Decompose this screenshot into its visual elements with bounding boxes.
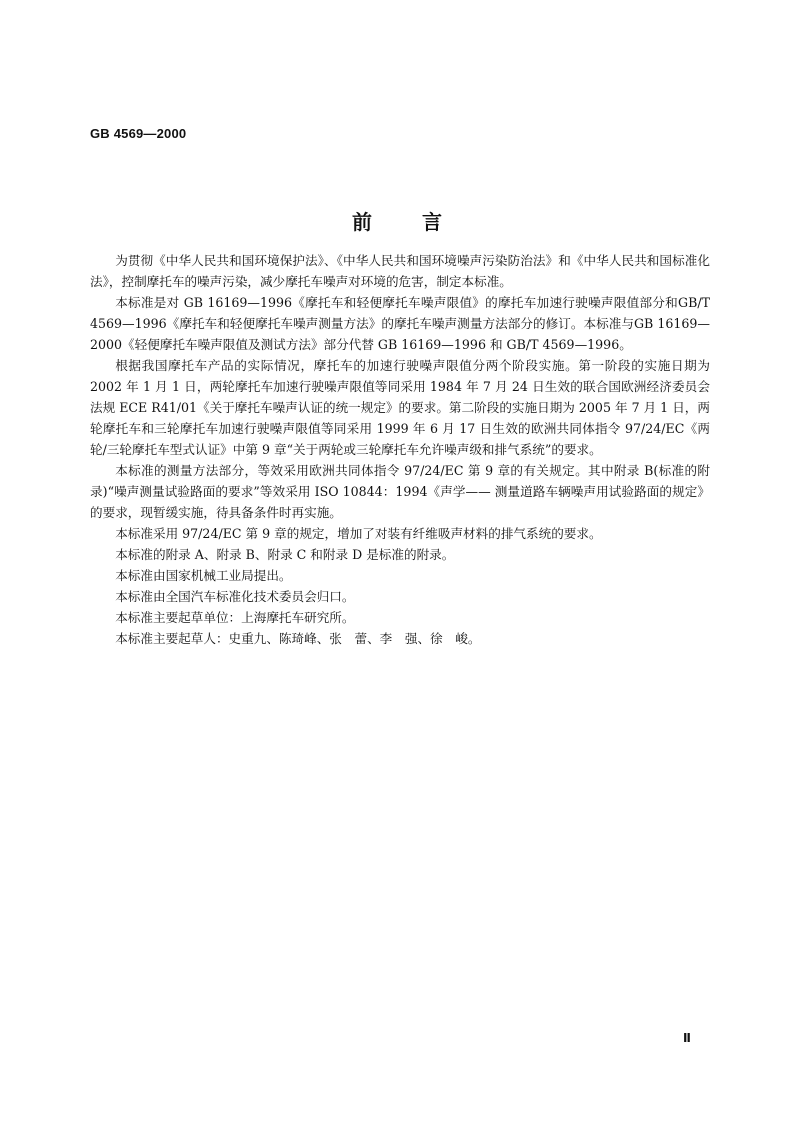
paragraph-purpose: 为贯彻《中华人民共和国环境保护法》、《中华人民共和国环境噪声污染防治法》和《中华人民共和国标准化法》，控制摩托车的噪声污染，减少摩托车噪声对环境的危害，制定本标准。 [90, 253, 710, 289]
paragraph-appendices: 本标准的附录 A、附录 B、附录 C 和附录 D 是标准的附录。 [115, 547, 455, 562]
title-char-2: 言 [422, 210, 442, 234]
standard-code: GB 4569—2000 [90, 126, 187, 141]
paragraph-drafting-unit: 本标准主要起草单位：上海摩托车研究所。 [115, 610, 355, 625]
paragraph-measurement: 本标准的测量方法部分，等效采用欧洲共同体指令 97/24/EC 第 9 章的有关规定。其中附录 B(标准的附录)“噪声测量试验路面的要求”等效采用 ISO 10844：1994《声学—— 测量道路车辆噪声用试验路面的规定》的要求，现暂缓实施，待具备条件时再实施。 [90, 463, 710, 520]
paragraph-exhaust: 本标准采用 97/24/EC 第 9 章的规定，增加了对装有纤维吸声材料的排气系统的要求。 [115, 526, 602, 541]
paragraph-proposer: 本标准由国家机械工业局提出。 [115, 568, 292, 583]
foreword-body [90, 250, 710, 649]
paragraph-drafters: 本标准主要起草人：史重九、陈琦峰、张 蕾、李 强、徐 峻。 [115, 631, 481, 646]
page-number: Ⅱ [683, 1031, 691, 1045]
paragraph-implementation: 根据我国摩托车产品的实际情况，摩托车的加速行驶噪声限值分两个阶段实施。第一阶段的实施日期为 2002 年 1 月 1 日，两轮摩托车加速行驶噪声限值等同采用 1984 年 7 月 24 日生效的联合国欧洲经济委员会法规 ECE R41/01《关于摩托车噪声认证的统一规定》的要求。第二阶段的实施日期为 2005 年 7 月 1 日，两轮摩托车和三轮摩托车加速行驶噪声限值等同采用 1999 年 6 月 17 日生效的欧洲共同体指令 97/24/EC《两轮/三轮摩托车型式认证》中第 9 章“关于两轮或三轮摩托车允许噪声级和排气系统”的要求。 [90, 358, 710, 457]
page-title [0, 206, 794, 235]
title-char-1: 前 [352, 210, 372, 234]
paragraph-revision: 本标准是对 GB 16169—1996《摩托车和轻便摩托车噪声限值》的摩托车加速行驶噪声限值部分和GB/T 4569—1996《摩托车和轻便摩托车噪声测量方法》的摩托车噪声测量方法部分的修订。本标准与GB 16169—2000《轻便摩托车噪声限值及测试方法》部分代替 GB 16169—1996 和 GB/T 4569—1996。 [90, 295, 710, 352]
paragraph-administrator: 本标准由全国汽车标准化技术委员会归口。 [115, 589, 355, 604]
